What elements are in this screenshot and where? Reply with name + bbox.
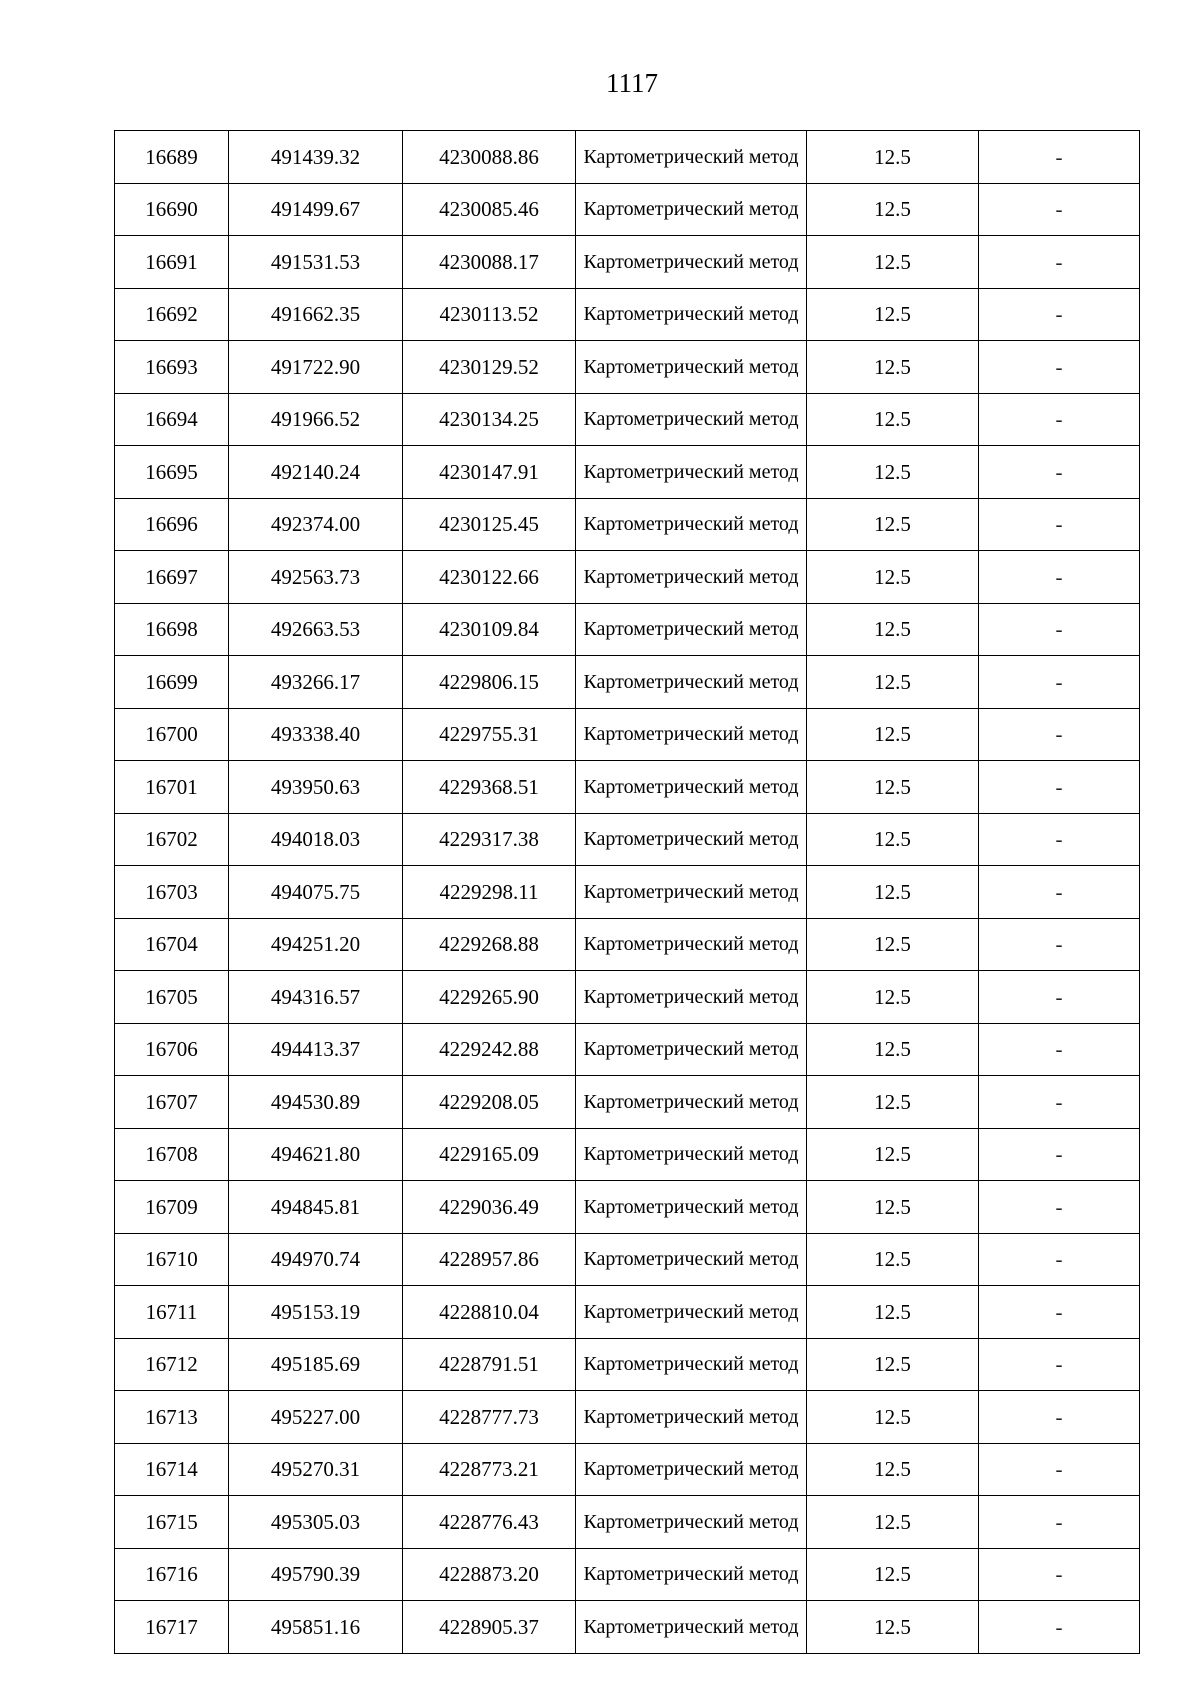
x-coordinate-cell: 491966.52 [229,393,403,446]
table-row [115,1443,1140,1496]
point-number-cell: 16693 [115,341,229,394]
y-coordinate-cell: 4229298.11 [403,866,576,919]
x-coordinate-cell: 494413.37 [229,1023,403,1076]
x-coordinate-cell: 495185.69 [229,1338,403,1391]
y-coordinate-cell: 4230088.86 [403,131,576,184]
table-row [115,1076,1140,1129]
point-number-cell: 16710 [115,1233,229,1286]
y-coordinate-cell: 4230125.45 [403,498,576,551]
table-row [115,708,1140,761]
point-number-cell: 16700 [115,708,229,761]
method-cell: Картометрический метод [576,183,807,236]
method-cell: Картометрический метод [576,1076,807,1129]
x-coordinate-cell: 494316.57 [229,971,403,1024]
table-row [115,236,1140,289]
table-row [115,761,1140,814]
y-coordinate-cell: 4230147.91 [403,446,576,499]
table-row [115,1391,1140,1444]
note-cell: - [979,1391,1140,1444]
note-cell: - [979,1128,1140,1181]
method-cell: Картометрический метод [576,918,807,971]
method-cell: Картометрический метод [576,551,807,604]
accuracy-cell: 12.5 [807,498,979,551]
y-coordinate-cell: 4230122.66 [403,551,576,604]
table-row [115,551,1140,604]
accuracy-cell: 12.5 [807,393,979,446]
accuracy-cell: 12.5 [807,603,979,656]
table-row [115,1286,1140,1339]
point-number-cell: 16705 [115,971,229,1024]
accuracy-cell: 12.5 [807,131,979,184]
method-cell: Картометрический метод [576,1181,807,1234]
accuracy-cell: 12.5 [807,288,979,341]
accuracy-cell: 12.5 [807,813,979,866]
x-coordinate-cell: 492663.53 [229,603,403,656]
note-cell: - [979,708,1140,761]
table-row [115,866,1140,919]
method-cell: Картометрический метод [576,603,807,656]
note-cell: - [979,551,1140,604]
table-row [115,183,1140,236]
point-number-cell: 16712 [115,1338,229,1391]
accuracy-cell: 12.5 [807,1181,979,1234]
y-coordinate-cell: 4230109.84 [403,603,576,656]
note-cell: - [979,1601,1140,1654]
point-number-cell: 16711 [115,1286,229,1339]
table-row [115,288,1140,341]
note-cell: - [979,1286,1140,1339]
x-coordinate-cell: 495305.03 [229,1496,403,1549]
point-number-cell: 16704 [115,918,229,971]
note-cell: - [979,1338,1140,1391]
point-number-cell: 16702 [115,813,229,866]
table-row [115,393,1140,446]
point-number-cell: 16692 [115,288,229,341]
note-cell: - [979,236,1140,289]
table-row [115,1338,1140,1391]
accuracy-cell: 12.5 [807,446,979,499]
y-coordinate-cell: 4229242.88 [403,1023,576,1076]
accuracy-cell: 12.5 [807,656,979,709]
y-coordinate-cell: 4230088.17 [403,236,576,289]
note-cell: - [979,446,1140,499]
accuracy-cell: 12.5 [807,1286,979,1339]
method-cell: Картометрический метод [576,446,807,499]
y-coordinate-cell: 4228810.04 [403,1286,576,1339]
note-cell: - [979,1023,1140,1076]
y-coordinate-cell: 4229165.09 [403,1128,576,1181]
table-row [115,603,1140,656]
method-cell: Картометрический метод [576,131,807,184]
point-number-cell: 16689 [115,131,229,184]
note-cell: - [979,1076,1140,1129]
note-cell: - [979,603,1140,656]
note-cell: - [979,288,1140,341]
point-number-cell: 16709 [115,1181,229,1234]
method-cell: Картометрический метод [576,1601,807,1654]
accuracy-cell: 12.5 [807,551,979,604]
table-row [115,1496,1140,1549]
x-coordinate-cell: 491499.67 [229,183,403,236]
table-row [115,813,1140,866]
note-cell: - [979,656,1140,709]
x-coordinate-cell: 494018.03 [229,813,403,866]
point-number-cell: 16701 [115,761,229,814]
point-number-cell: 16694 [115,393,229,446]
note-cell: - [979,971,1140,1024]
x-coordinate-cell: 491439.32 [229,131,403,184]
x-coordinate-cell: 495153.19 [229,1286,403,1339]
y-coordinate-cell: 4228957.86 [403,1233,576,1286]
point-number-cell: 16715 [115,1496,229,1549]
table-row [115,918,1140,971]
table-row [115,1601,1140,1654]
x-coordinate-cell: 494530.89 [229,1076,403,1129]
method-cell: Картометрический метод [576,1548,807,1601]
point-number-cell: 16690 [115,183,229,236]
method-cell: Картометрический метод [576,1233,807,1286]
coordinates-table [114,130,1140,1654]
method-cell: Картометрический метод [576,1338,807,1391]
note-cell: - [979,918,1140,971]
x-coordinate-cell: 494845.81 [229,1181,403,1234]
x-coordinate-cell: 494970.74 [229,1233,403,1286]
method-cell: Картометрический метод [576,761,807,814]
note-cell: - [979,1496,1140,1549]
x-coordinate-cell: 492374.00 [229,498,403,551]
note-cell: - [979,1181,1140,1234]
table-row [115,971,1140,1024]
method-cell: Картометрический метод [576,1443,807,1496]
y-coordinate-cell: 4228777.73 [403,1391,576,1444]
y-coordinate-cell: 4229755.31 [403,708,576,761]
x-coordinate-cell: 494251.20 [229,918,403,971]
y-coordinate-cell: 4230113.52 [403,288,576,341]
accuracy-cell: 12.5 [807,761,979,814]
point-number-cell: 16717 [115,1601,229,1654]
accuracy-cell: 12.5 [807,236,979,289]
y-coordinate-cell: 4228776.43 [403,1496,576,1549]
method-cell: Картометрический метод [576,971,807,1024]
point-number-cell: 16707 [115,1076,229,1129]
table-row [115,1181,1140,1234]
x-coordinate-cell: 491531.53 [229,236,403,289]
x-coordinate-cell: 495851.16 [229,1601,403,1654]
note-cell: - [979,1233,1140,1286]
y-coordinate-cell: 4229036.49 [403,1181,576,1234]
point-number-cell: 16716 [115,1548,229,1601]
table-row [115,446,1140,499]
x-coordinate-cell: 493338.40 [229,708,403,761]
y-coordinate-cell: 4229317.38 [403,813,576,866]
y-coordinate-cell: 4230134.25 [403,393,576,446]
y-coordinate-cell: 4229368.51 [403,761,576,814]
table-row [115,1128,1140,1181]
method-cell: Картометрический метод [576,1286,807,1339]
note-cell: - [979,866,1140,919]
method-cell: Картометрический метод [576,1128,807,1181]
method-cell: Картометрический метод [576,813,807,866]
y-coordinate-cell: 4228873.20 [403,1548,576,1601]
y-coordinate-cell: 4228791.51 [403,1338,576,1391]
method-cell: Картометрический метод [576,1496,807,1549]
point-number-cell: 16697 [115,551,229,604]
accuracy-cell: 12.5 [807,1128,979,1181]
method-cell: Картометрический метод [576,288,807,341]
note-cell: - [979,393,1140,446]
table-row [115,1023,1140,1076]
y-coordinate-cell: 4230085.46 [403,183,576,236]
accuracy-cell: 12.5 [807,1548,979,1601]
note-cell: - [979,1548,1140,1601]
table-row [115,656,1140,709]
method-cell: Картометрический метод [576,1391,807,1444]
point-number-cell: 16706 [115,1023,229,1076]
x-coordinate-cell: 494621.80 [229,1128,403,1181]
method-cell: Картометрический метод [576,341,807,394]
accuracy-cell: 12.5 [807,1391,979,1444]
accuracy-cell: 12.5 [807,183,979,236]
x-coordinate-cell: 492563.73 [229,551,403,604]
point-number-cell: 16695 [115,446,229,499]
y-coordinate-cell: 4229208.05 [403,1076,576,1129]
accuracy-cell: 12.5 [807,971,979,1024]
note-cell: - [979,131,1140,184]
point-number-cell: 16699 [115,656,229,709]
page-number: 1117 [606,68,658,98]
method-cell: Картометрический метод [576,498,807,551]
accuracy-cell: 12.5 [807,1443,979,1496]
accuracy-cell: 12.5 [807,708,979,761]
table-row [115,1233,1140,1286]
y-coordinate-cell: 4229265.90 [403,971,576,1024]
y-coordinate-cell: 4229806.15 [403,656,576,709]
method-cell: Картометрический метод [576,1023,807,1076]
note-cell: - [979,341,1140,394]
x-coordinate-cell: 492140.24 [229,446,403,499]
x-coordinate-cell: 491722.90 [229,341,403,394]
table-body [115,131,1140,1654]
y-coordinate-cell: 4230129.52 [403,341,576,394]
accuracy-cell: 12.5 [807,1023,979,1076]
accuracy-cell: 12.5 [807,1496,979,1549]
method-cell: Картометрический метод [576,656,807,709]
point-number-cell: 16703 [115,866,229,919]
x-coordinate-cell: 495270.31 [229,1443,403,1496]
method-cell: Картометрический метод [576,866,807,919]
note-cell: - [979,1443,1140,1496]
accuracy-cell: 12.5 [807,866,979,919]
method-cell: Картометрический метод [576,393,807,446]
point-number-cell: 16708 [115,1128,229,1181]
method-cell: Картометрический метод [576,236,807,289]
table-row [115,131,1140,184]
method-cell: Картометрический метод [576,708,807,761]
x-coordinate-cell: 493950.63 [229,761,403,814]
x-coordinate-cell: 491662.35 [229,288,403,341]
point-number-cell: 16696 [115,498,229,551]
note-cell: - [979,761,1140,814]
point-number-cell: 16714 [115,1443,229,1496]
x-coordinate-cell: 495790.39 [229,1548,403,1601]
note-cell: - [979,813,1140,866]
table-row [115,1548,1140,1601]
point-number-cell: 16691 [115,236,229,289]
x-coordinate-cell: 493266.17 [229,656,403,709]
x-coordinate-cell: 494075.75 [229,866,403,919]
accuracy-cell: 12.5 [807,1233,979,1286]
accuracy-cell: 12.5 [807,341,979,394]
note-cell: - [979,183,1140,236]
point-number-cell: 16713 [115,1391,229,1444]
table-row [115,498,1140,551]
accuracy-cell: 12.5 [807,1601,979,1654]
accuracy-cell: 12.5 [807,1338,979,1391]
y-coordinate-cell: 4229268.88 [403,918,576,971]
accuracy-cell: 12.5 [807,1076,979,1129]
x-coordinate-cell: 495227.00 [229,1391,403,1444]
accuracy-cell: 12.5 [807,918,979,971]
note-cell: - [979,498,1140,551]
y-coordinate-cell: 4228905.37 [403,1601,576,1654]
table-row [115,341,1140,394]
y-coordinate-cell: 4228773.21 [403,1443,576,1496]
point-number-cell: 16698 [115,603,229,656]
